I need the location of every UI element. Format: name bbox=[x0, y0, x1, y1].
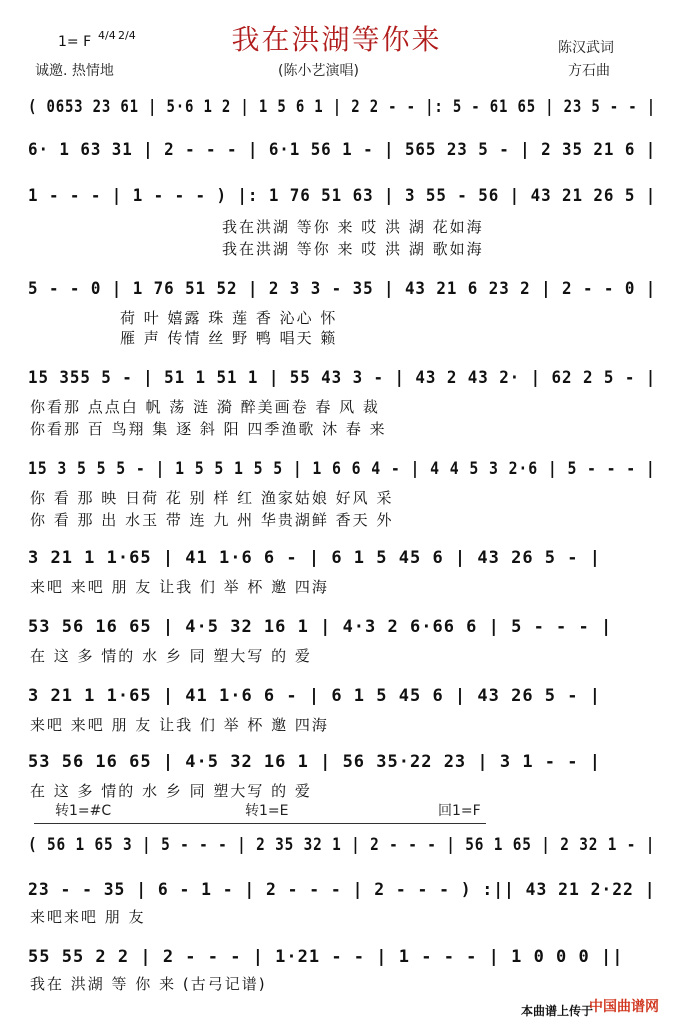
modulation-2: 转1=E bbox=[245, 803, 289, 819]
score-row-7 bbox=[22, 548, 638, 603]
score-row-13 bbox=[22, 947, 638, 1002]
lyric-row-10: 在 这 多 情的 水 乡 同 塑大写 的 爱 bbox=[30, 782, 312, 800]
volta-line bbox=[34, 823, 486, 824]
score-row-12 bbox=[22, 880, 656, 935]
notes-row-3: 1 - - - | 1 - - - ) |: 1 76 51 63 | 3 55 - 56 | 43 21 26 5 | bbox=[28, 186, 657, 206]
notes-row-9: 3 21 1 1·65 | 41 1·6 6 - | 6 1 5 45 6 | 43 26 5 - | bbox=[28, 686, 601, 706]
score-row-3 bbox=[22, 186, 657, 261]
notes-row-1: ( 0653 23 61 | 5·6 1 2 | 1 5 6 1 | 2 2 - - |: 5 - 61 65 | 23 5 - - | bbox=[28, 97, 656, 117]
modulation-1: 转1=#C bbox=[55, 803, 112, 819]
notes-row-7: 3 21 1 1·65 | 41 1·6 6 - | 6 1 5 45 6 | 43 26 5 - | bbox=[28, 548, 601, 568]
score-row-6 bbox=[22, 459, 656, 534]
score-row-10 bbox=[22, 752, 638, 807]
notes-row-12: 23 - - 35 | 6 - 1 - | 2 - - - | 2 - - - ) :|| 43 21 2·22 | bbox=[28, 880, 656, 900]
site-logo: 中国曲谱网 bbox=[589, 999, 659, 1015]
lyric-row-6-verse-2: 你 看 那 出 水玉 带 连 九 州 华贵湖鲜 香天 外 bbox=[30, 511, 394, 529]
notes-row-6: 15 3 5 5 5 - | 1 5 5 1 5 5 | 1 6 6 4 - | 4 4 5 3 2·6 | 5 - - - | bbox=[28, 459, 656, 479]
notes-row-2: 6· 1 63 31 | 2 - - - | 6·1 56 1 - | 565 23 5 - | 2 35 21 6 | bbox=[28, 140, 657, 160]
time-signature-2: 2/4 bbox=[118, 29, 136, 42]
notes-row-10: 53 56 16 65 | 4·5 32 16 1 | 56 35·22 23 | 3 1 - - | bbox=[28, 752, 601, 772]
lyricist: 陈汉武词 bbox=[558, 40, 614, 56]
notes-row-5: 15 355 5 - | 51 1 51 1 | 55 43 3 - | 43 2 43 2· | 62 2 5 - | bbox=[28, 368, 657, 388]
time-signature-1: 4/4 bbox=[98, 29, 116, 42]
composer: 方石曲 bbox=[568, 63, 610, 79]
key-signature: 1= F bbox=[58, 34, 92, 50]
lyric-row-5-verse-1: 你看那 点点白 帆 荡 涟 漪 醉美画卷 春 风 裁 bbox=[30, 398, 380, 416]
lyric-row-5-verse-2: 你看那 百 鸟翔 集 逐 斜 阳 四季渔歌 沐 春 来 bbox=[30, 420, 387, 438]
score-row-11 bbox=[22, 835, 656, 875]
lyric-row-3-verse-2: 我在洪湖 等你 来 哎 洪 湖 歌如海 bbox=[222, 240, 484, 258]
notes-row-13: 55 55 2 2 | 2 - - - | 1·21 - - | 1 - - - | 1 0 0 0 || bbox=[28, 947, 624, 967]
modulation-3: 回1=F bbox=[438, 803, 481, 819]
lyric-row-4-verse-2: 雁 声 传情 丝 野 鸭 唱天 籁 bbox=[120, 329, 338, 347]
notes-row-4: 5 - - 0 | 1 76 51 52 | 2 3 3 - 35 | 43 21 6 23 2 | 2 - - 0 | bbox=[28, 279, 657, 299]
notes-row-11: ( 56 1 65 3 | 5 - - - | 2 35 32 1 | 2 - - - | 56 1 65 | 2 32 1 - | bbox=[28, 835, 656, 855]
score-row-1 bbox=[22, 97, 656, 137]
lyric-row-3-verse-1: 我在洪湖 等你 来 哎 洪 湖 花如海 bbox=[222, 218, 484, 236]
page-title: 我在洪湖等你来 bbox=[231, 23, 442, 56]
lyric-row-13: 我在 洪湖 等 你 来 (古弓记谱) bbox=[30, 975, 267, 993]
notes-row-8: 53 56 16 65 | 4·5 32 16 1 | 4·3 2 6·66 6 | 5 - - - | bbox=[28, 617, 613, 637]
lyric-row-4-verse-1: 荷 叶 嬉露 珠 莲 香 沁心 怀 bbox=[120, 309, 338, 327]
score-row-2 bbox=[22, 140, 657, 180]
lyric-row-9: 来吧 来吧 朋 友 让我 们 举 杯 邀 四海 bbox=[30, 716, 329, 734]
upload-credit: 本曲谱上传于 bbox=[520, 1004, 593, 1018]
performer: (陈小艺演唱) bbox=[278, 63, 359, 79]
tempo-marking: 诚邀. 热情地 bbox=[35, 63, 114, 79]
lyric-row-8: 在 这 多 情的 水 乡 同 塑大写 的 爱 bbox=[30, 647, 312, 665]
lyric-row-6-verse-1: 你 看 那 映 日荷 花 别 样 红 渔家姑娘 好风 采 bbox=[30, 489, 394, 507]
score-row-8 bbox=[22, 617, 638, 672]
score-row-5 bbox=[22, 368, 657, 443]
score-row-9 bbox=[22, 686, 638, 741]
lyric-row-7: 来吧 来吧 朋 友 让我 们 举 杯 邀 四海 bbox=[30, 578, 329, 596]
score-row-4 bbox=[22, 279, 657, 354]
lyric-row-12: 来吧来吧 朋 友 bbox=[30, 908, 146, 926]
